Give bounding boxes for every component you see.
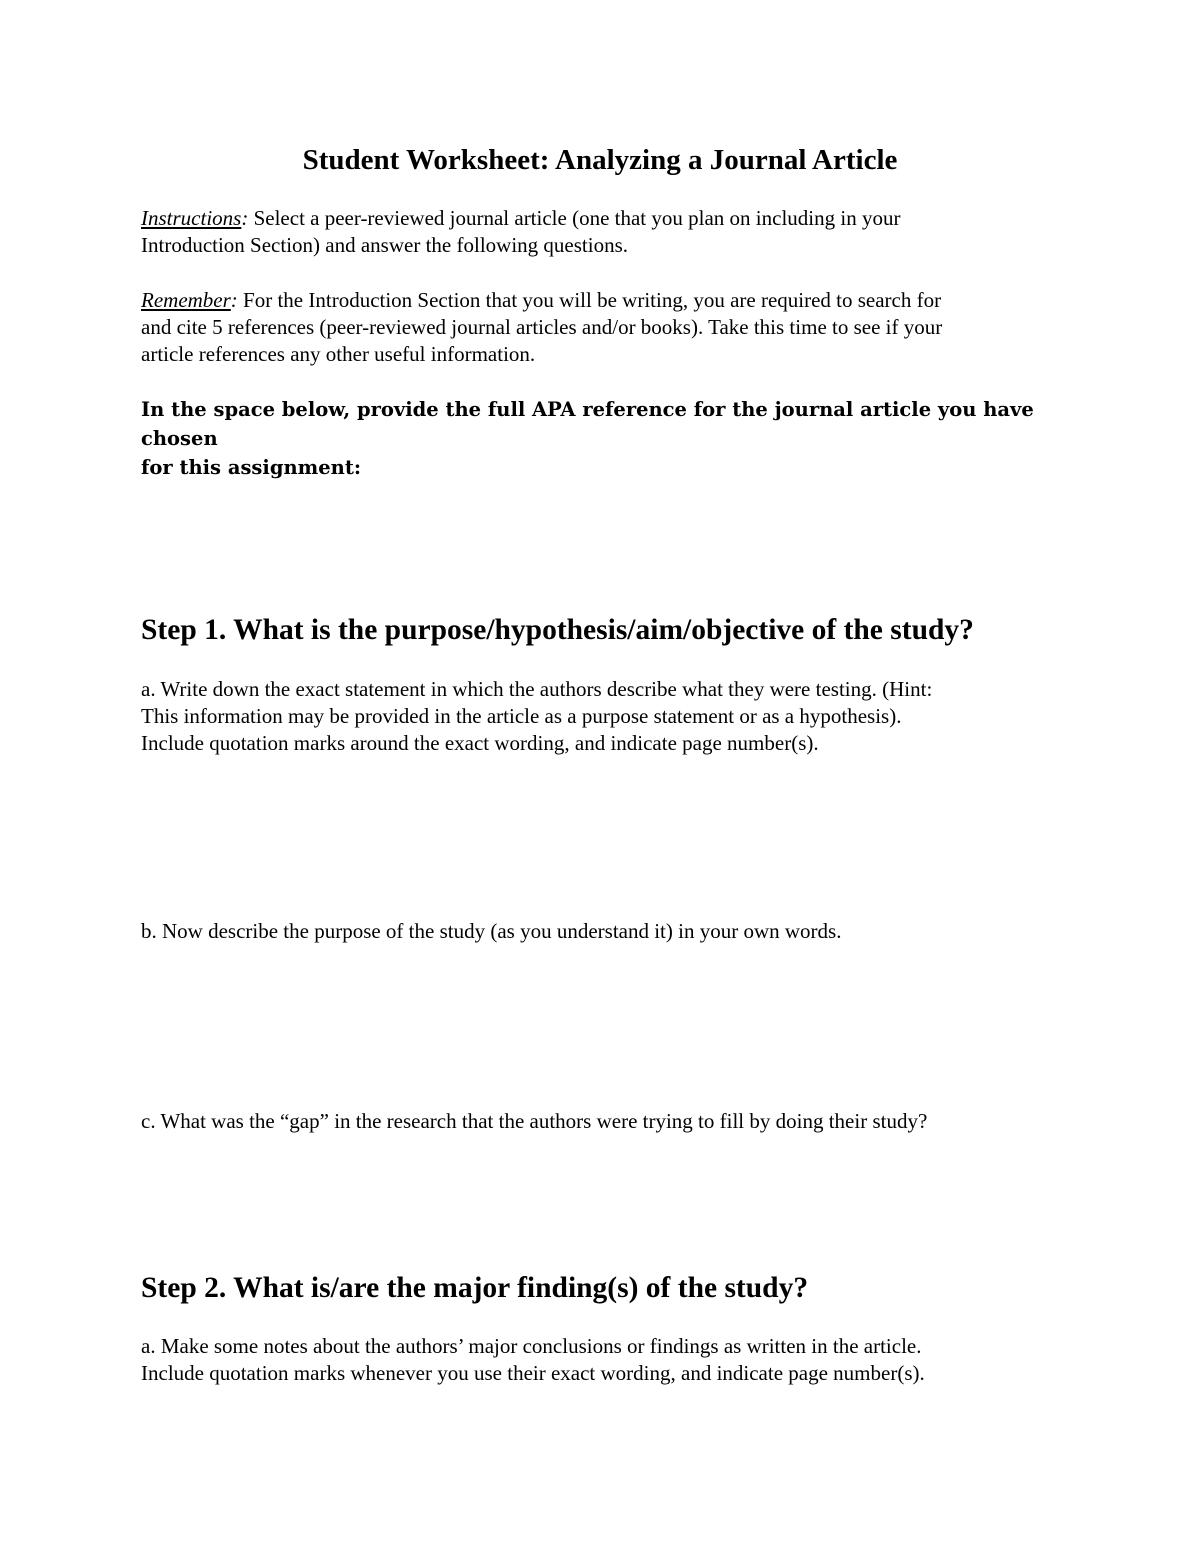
step2-a-line-1: a. Make some notes about the authors’ major conclusions or findings as written in the article. [141, 1334, 922, 1358]
step2-heading: Step 2. What is/are the major finding(s) of the study? [141, 1272, 809, 1304]
step1-a-line-2: This information may be provided in the article as a purpose statement or as a hypothesis). [141, 704, 902, 728]
instructions-line-2: Introduction Section) and answer the following questions. [141, 233, 628, 257]
reference-prompt [141, 395, 1061, 482]
remember-colon: : [230, 288, 238, 312]
reference-prompt-line-1: In the space below, provide the full APA reference for the journal article you have chosen [141, 398, 1034, 450]
step2-question-a [141, 1333, 1061, 1387]
reference-prompt-line-2: for this assignment: [141, 456, 362, 479]
remember-text-1: For the Introduction Section that you will be writing, you are required to search for [243, 288, 942, 312]
page-title: Student Worksheet: Analyzing a Journal Article [302, 144, 898, 176]
step1-a-line-1: a. Write down the exact statement in which the authors describe what they were testing. (Hint: [141, 677, 933, 701]
step1-question-b: b. Now describe the purpose of the study (as you understand it) in your own words. [141, 919, 842, 943]
step1-question-a [141, 676, 1061, 757]
instructions-text-1: Select a peer-reviewed journal article (one that you plan on including in your [253, 206, 901, 230]
remember-line-3: article references any other useful information. [141, 342, 536, 366]
remember-line-2: and cite 5 references (peer-reviewed journal articles and/or books). Take this time to see if your [141, 315, 943, 339]
instructions-paragraph [141, 205, 1061, 259]
remember-line-1 [141, 287, 1061, 314]
instructions-line-1 [141, 205, 1061, 232]
step1-a-line-3: Include quotation marks around the exact wording, and indicate page number(s). [141, 731, 819, 755]
remember-label: Remember [141, 288, 231, 312]
step1-question-c: c. What was the “gap” in the research that the authors were trying to fill by doing their study? [141, 1109, 928, 1133]
step1-heading: Step 1. What is the purpose/hypothesis/aim/objective of the study? [141, 614, 974, 646]
remember-paragraph [141, 287, 1061, 368]
step2-a-line-2: Include quotation marks whenever you use their exact wording, and indicate page number(s). [141, 1361, 925, 1385]
instructions-colon: : [241, 206, 249, 230]
instructions-label: Instructions [141, 206, 242, 230]
